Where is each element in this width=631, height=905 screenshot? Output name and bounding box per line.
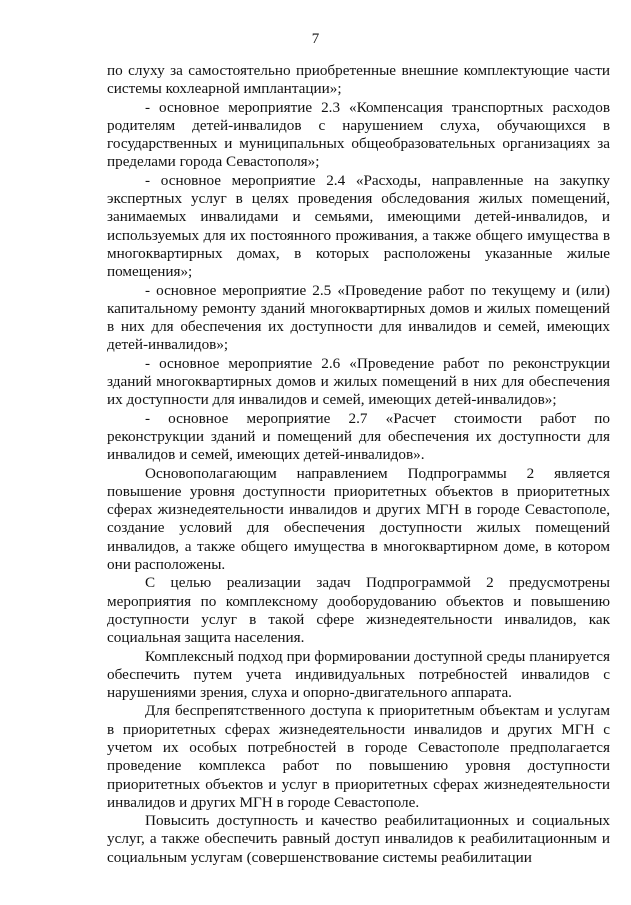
paragraph-measure-2-6: - основное мероприятие 2.6 «Проведение работ по реконструкции зданий многоквартирных домов и жилых помещений в них для обеспечения их доступности для инвалидов и семей, имеющих детей-инвалидов»; <box>107 354 610 409</box>
paragraph-measure-2-3: - основное мероприятие 2.3 «Компенсация транспортных расходов родителям детей-инвалидов с нарушением слуха, обучающихся в государственных и муниципальных общеобразовательных организациях за пределами города Севастополя»; <box>107 98 610 171</box>
paragraph-measure-2-7: - основное мероприятие 2.7 «Расчет стоимости работ по реконструкции зданий и помещений для обеспечения их доступности для инвалидов и семей, имеющих детей-инвалидов». <box>107 409 610 464</box>
paragraph-measure-2-5: - основное мероприятие 2.5 «Проведение работ по текущему и (или) капитальному ремонту зданий многоквартирных домов и жилых помещений в них для обеспечения их доступности для инвалидов и семей, имеющих детей-инвалидов»; <box>107 281 610 354</box>
paragraph-improve-accessibility: Повысить доступность и качество реабилитационных и социальных услуг, а также обеспечить равный доступ инвалидов к реабилитационным и социальным услугам (совершенствование системы реабилитации <box>107 812 610 866</box>
page-number: 7 <box>311 31 320 47</box>
paragraph-continuation: по слуху за самостоятельно приобретенные внешние комплектующие части системы кохлеарной имплантации»; <box>107 62 610 98</box>
paragraph-unhindered-access: Для беспрепятственного доступа к приоритетным объектам и услугам в приоритетных сферах жизнедеятельности инвалидов и других МГН с учетом их особых потребностей в городе Севастополе предполагается проведение комплекса работ по повышению уровня доступности приоритетных объектов и услуг в приоритетных сферах жизнедеятельности инвалидов и других МГН в городе Севастополе. <box>107 702 610 811</box>
paragraph-complex-approach: Комплексный подход при формировании доступной среды планируется обеспечить путем учета индивидуальных потребностей инвалидов с нарушениями зрения, слуха и опорно-двигательного аппарата. <box>107 647 610 702</box>
paragraph-measure-2-4: - основное мероприятие 2.4 «Расходы, направленные на закупку экспертных услуг в целях проведения обследования жилых помещений, занимаемых инвалидами и семьями, имеющими детей-инвалидов, и используемых для их постоянного проживания, а также общего имущества в многоквартирных домах, в которых расположены указанные жилые помещения»; <box>107 171 610 281</box>
document-body <box>107 62 610 867</box>
paragraph-goals: С целью реализации задач Подпрограммой 2 предусмотрены мероприятия по комплексному дооборудованию объектов и повышению доступности услуг в такой сфере жизнедеятельности инвалидов, как социальная защита населения. <box>107 574 610 647</box>
paragraph-main-direction: Основополагающим направлением Подпрограммы 2 является повышение уровня доступности приоритетных объектов в приоритетных сферах жизнедеятельности инвалидов и других МГН в городе Севастополе, создание условий для обеспечения доступности жилых помещений инвалидов, а также общего имущества в многоквартирном доме, в котором они расположены. <box>107 464 610 574</box>
